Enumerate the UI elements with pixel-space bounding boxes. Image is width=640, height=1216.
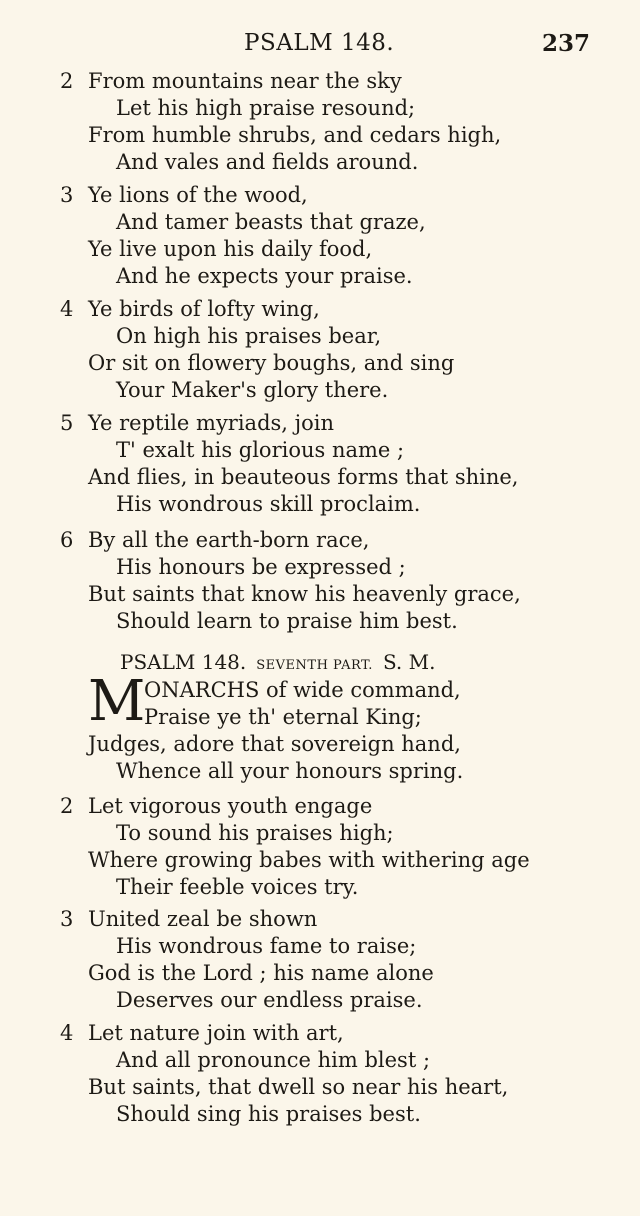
verse-line: Where growing babes with withering age [88,848,530,872]
section-meter: S. M. [382,650,436,674]
stanza-number: 5 [60,411,74,435]
verse-line: And all pronounce him blest ; [116,1048,431,1072]
running-title: PSALM 148. [244,30,395,56]
verse-line: And vales and fields around. [116,150,419,174]
verse-line: Whence all your honours spring. [116,759,464,783]
stanza-number: 2 [60,794,74,818]
stanza [0,296,640,404]
section-title: PSALM 148. [120,650,247,674]
verse-line: His wondrous skill proclaim. [116,492,421,516]
verse-line: By all the earth-born race, [88,528,370,552]
stanza-number: 4 [60,1021,74,1045]
verse-line: God is the Lord ; his name alone [88,961,434,985]
verse-line: From mountains near the sky [88,69,402,93]
verse-line: Let nature join with art, [88,1021,344,1045]
section-part: SEVENTH PART. [256,658,373,673]
verse-line: ONARCHS of wide command, [144,678,461,702]
verse-line: Ye reptile myriads, join [88,411,335,435]
stanza [0,669,640,785]
verse-line: Or sit on flowery boughs, and sing [88,351,455,375]
verse-line: And tamer beasts that graze, [116,210,426,234]
verse-line: Ye lions of the wood, [88,183,308,207]
stanza [0,182,640,290]
verse-line: His wondrous fame to raise; [116,934,417,958]
verse-line: Ye birds of lofty wing, [88,297,320,321]
section-heading [120,648,620,676]
verse-line: His honours be expressed ; [116,555,406,579]
verse-line: Let his high praise resound; [116,96,416,120]
stanza-number: 3 [60,183,74,207]
verse-line: Should sing his praises best. [116,1102,421,1126]
verse-line: Their feeble voices try. [116,875,359,899]
page-number: 237 [541,30,590,57]
verse-line: To sound his praises high; [116,821,394,845]
stanza [0,1020,640,1128]
verse-line: T' exalt his glorious name ; [116,438,405,462]
verse-line: United zeal be shown [88,907,318,931]
verse-line: Let vigorous youth engage [88,794,373,818]
verse-line: Ye live upon his daily food, [88,237,373,261]
verse-line: And he expects your praise. [116,264,413,288]
page-header [0,30,640,60]
stanza [0,410,640,518]
verse-line: And flies, in beauteous forms that shine, [88,465,519,489]
verse-line: On high his praises bear, [116,324,382,348]
verse-line: Deserves our endless praise. [116,988,423,1012]
stanza-number: 3 [60,907,74,931]
drop-cap: M [88,669,146,734]
verse-line: Your Maker's glory there. [116,378,389,402]
verse-line: But saints, that dwell so near his heart, [88,1075,509,1099]
verse-line: Should learn to praise him best. [116,609,458,633]
verse-line: Judges, adore that sovereign hand, [88,732,461,756]
verse-line: Praise ye th' eternal King; [144,705,422,729]
stanza-number: 2 [60,69,74,93]
stanza [0,527,640,635]
stanza [0,906,640,1014]
stanza [0,68,640,176]
stanza [0,793,640,901]
stanza-number: 4 [60,297,74,321]
stanza-number: 6 [60,528,74,552]
verse-line: But saints that know his heavenly grace, [88,582,521,606]
verse-line: From humble shrubs, and cedars high, [88,123,502,147]
